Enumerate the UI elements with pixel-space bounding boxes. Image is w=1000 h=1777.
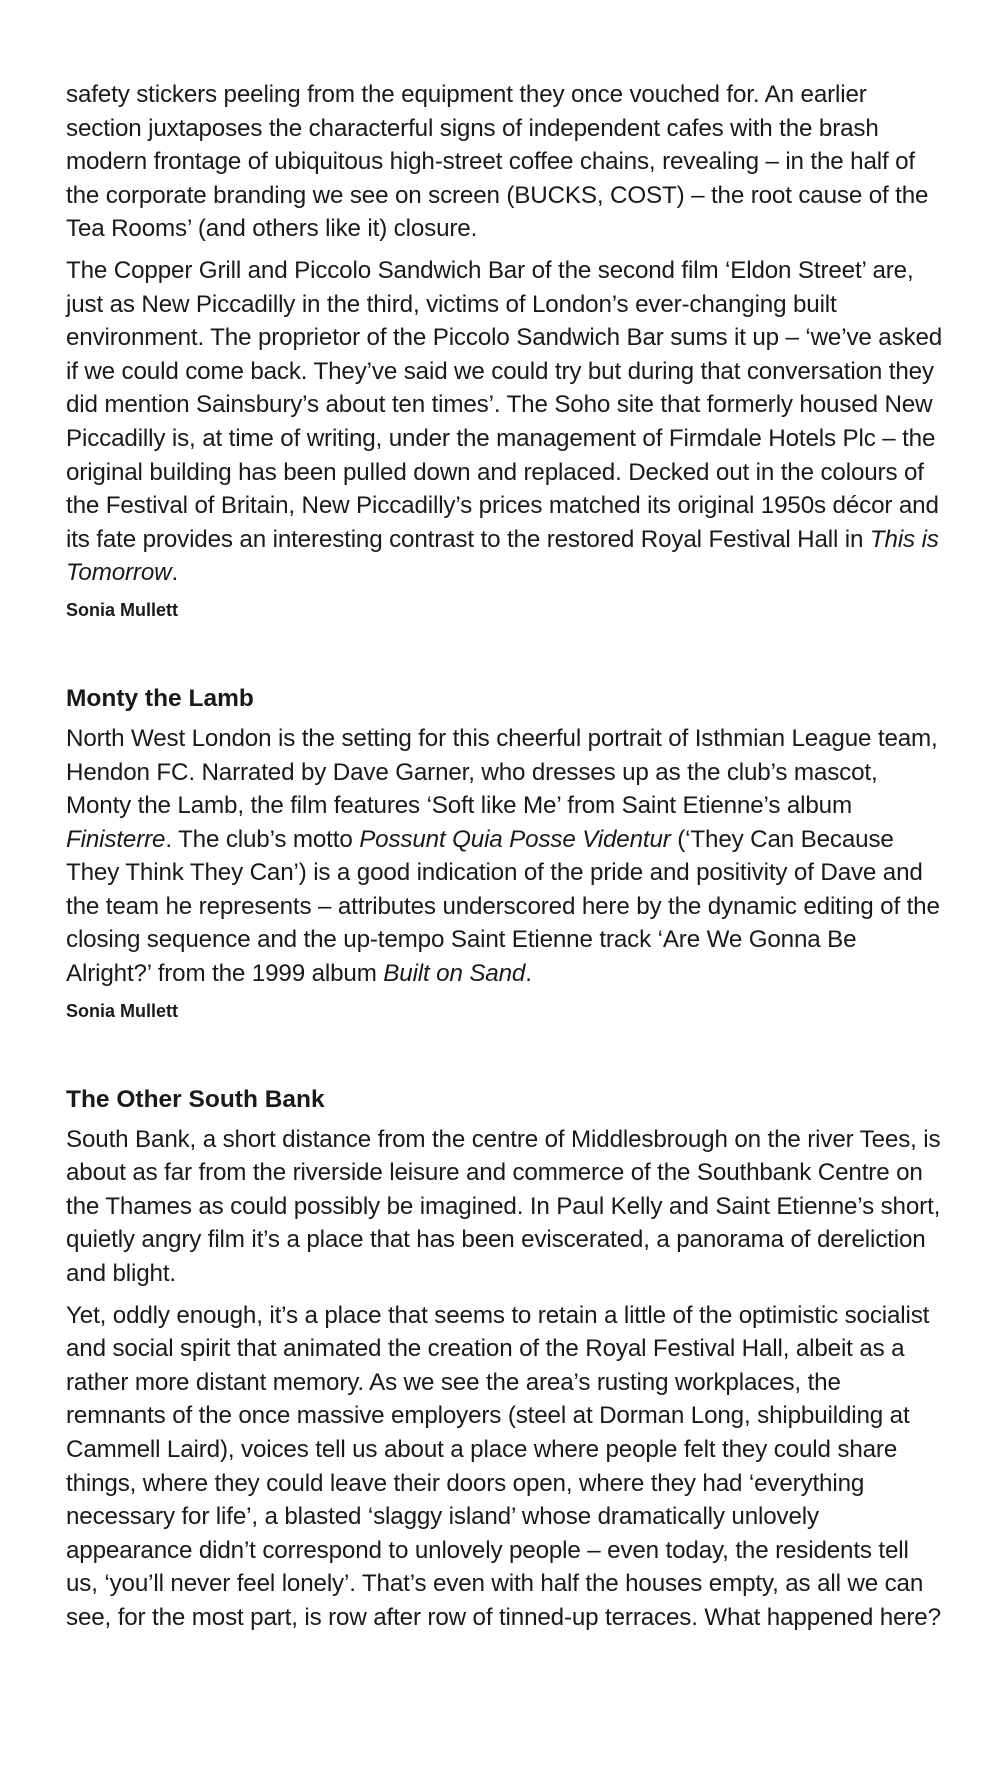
monty-paragraph-1	[66, 722, 946, 991]
intro-paragraph-2	[66, 254, 946, 590]
document-page	[66, 78, 946, 1643]
south-bank-paragraph-2	[66, 1299, 946, 1635]
album-title-italic: Finisterre	[66, 825, 166, 853]
section-other-south-bank	[66, 1083, 946, 1635]
section-intro	[66, 78, 946, 622]
section-heading: The Other South Bank	[66, 1085, 325, 1113]
text-run: safety stickers peeling from the equipment they once vouched for. An earlier section juxtaposes the characterful signs of independent cafes with the brash modern frontage of ubiquitous high-street coffee chains, revealing – in the half of the corporate branding we see on screen (BUCKS, COST) – the root cause of the Tea Rooms’ (and others like it) closure.	[66, 81, 929, 243]
text-run: South Bank, a short distance from the centre of Middlesbrough on the river Tees, is about as far from the riverside leisure and commerce of the Southbank Centre on the Thames as could possibly be imagined. In Paul Kelly and Saint Etienne’s short, quietly angry film it’s a place that has been eviscerated, a panorama of dereliction and blight.	[66, 1125, 941, 1288]
text-run: .	[525, 960, 532, 988]
byline: Sonia Mullett	[66, 1000, 178, 1021]
text-run: . The club’s motto	[165, 825, 360, 853]
film-title-italic: This is Tomorrow	[66, 525, 939, 587]
text-run: The Copper Grill and Piccolo Sandwich Bar of the second film ‘Eldon Street’ are, just as New Piccadilly in the third, victims of London’s ever-changing built environment. The proprietor of the Piccolo Sandwich Bar sums it up – ‘we’ve asked if we could come back. They’ve said we could try but during that conversation they did mention Sainsbury’s about ten times’. The Soho site that formerly housed New Piccadilly is, at time of writing, under the management of Firmdale Hotels Plc – the original building has been pulled down and replaced. Decked out in the colours of the Festival of Britain, New Piccadilly’s prices matched its original 1950s décor and its fate provides an interesting contrast to the restored Royal Festival Hall in	[66, 256, 943, 553]
text-run: .	[171, 559, 179, 587]
text-run: (‘They Can Because They Think They Can’) is a good indication of the pride and positivity of Dave and the team he represents – attributes underscored here by the dynamic editing of the closing sequence and the up-tempo Saint Etienne track ‘Are We Gonna Be Alright?’ from the 1999 album	[66, 825, 940, 988]
text-run: Yet, oddly enough, it’s a place that seems to retain a little of the optimistic socialist and social spirit that animated the creation of the Royal Festival Hall, albeit as a rather more distant memory. As we see the area’s rusting workplaces, the remnants of the once massive employers (steel at Dorman Long, shipbuilding at Cammell Laird), voices tell us about a place where people felt they could share things, where they could leave their doors open, where they had ‘everything necessary for life’, a blasted ‘slaggy island’ whose dramatically unlovely appearance didn’t correspond to unlovely people – even today, the residents tell us, ‘you’ll never feel lonely’. That’s even with half the houses empty, as all we can see, for the most part, is row after row of tinned-up terraces. What happened here?	[66, 1301, 941, 1631]
section-monty-the-lamb	[66, 682, 946, 1023]
south-bank-paragraph-1	[66, 1123, 946, 1291]
motto-italic: Possunt Quia Posse Videntur	[359, 825, 671, 853]
album-title-italic: Built on Sand	[383, 960, 526, 988]
byline: Sonia Mullett	[66, 599, 178, 620]
section-heading: Monty the Lamb	[66, 684, 254, 712]
intro-paragraph-1	[66, 78, 946, 246]
text-run: North West London is the setting for this cheerful portrait of Isthmian League team, Hendon FC. Narrated by Dave Garner, who dresses up as the club’s mascot, Monty the Lamb, the film features ‘Soft like Me’ from Saint Etienne’s album	[66, 724, 938, 820]
